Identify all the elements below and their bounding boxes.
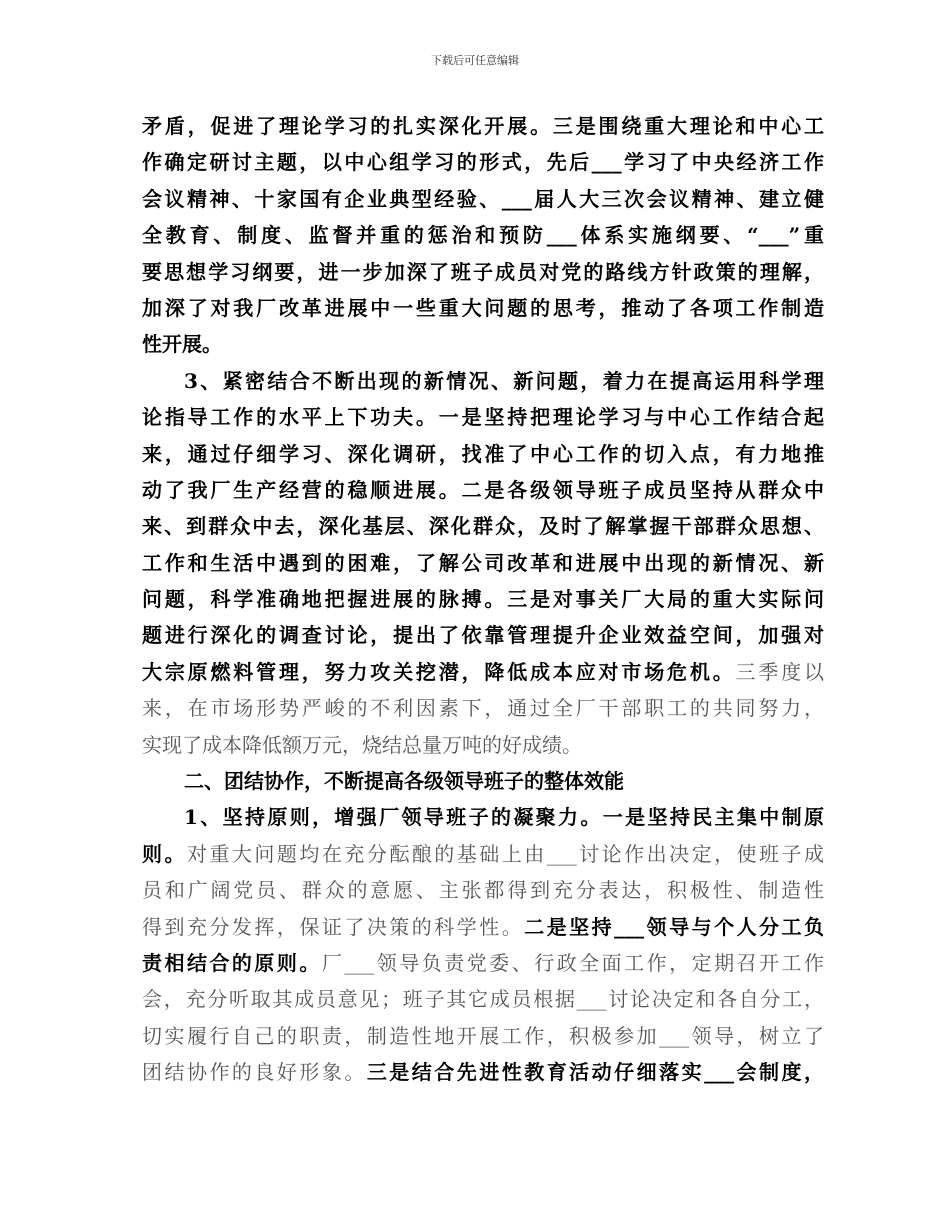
text-line [142, 326, 824, 362]
text-line [142, 545, 824, 581]
text-segment: 矛盾，促进了理论学习的扎实深化开展。三是围绕重大理论和中心工 [142, 114, 824, 138]
text-segment: 工作和生活中遇到的困难，了解公司改革和进展中出现的新情况、新 [142, 550, 824, 575]
text-segment: 要思想学习纲要，进一步加深了班子成员对党的路线方针政策的理解， [142, 259, 824, 284]
text-segment: 论指导工作的水平上下功夫。一是坚持把理论学习与中心工作结合起 [142, 405, 824, 430]
text-line [142, 836, 824, 872]
text-segment: 来，在市场形势严峻的不利因素下，通过全厂干部职工的共同努力， [142, 696, 824, 721]
text-segment: 作确定研讨主题，以中心组学习的形式，先后___学习了中央经济工作 [142, 150, 824, 175]
text-line [142, 690, 824, 726]
text-line [142, 363, 824, 399]
text-segment: 实现了成本降低额万元，烧结总量万吨的好成绩。 [142, 732, 582, 757]
text-line [142, 945, 824, 981]
text-segment: 三季度以 [735, 659, 824, 684]
text-segment: 全教育、制度、监督并重的惩治和预防___体系实施纲要、“___”重 [142, 223, 824, 248]
text-segment: 会，充分听取其成员意见；班子其它成员根据___讨论决定和各自分工， [142, 987, 824, 1012]
text-segment: 来，通过仔细学习、深化调研，找准了中心工作的切入点，有力地推 [142, 441, 824, 466]
text-line [142, 181, 824, 217]
text-line [142, 654, 824, 690]
text-line [142, 1018, 824, 1054]
text-line [142, 436, 824, 472]
text-segment: 性开展。 [142, 332, 222, 357]
text-segment: 团结协作的良好形象。 [142, 1060, 367, 1085]
text-line [142, 872, 824, 908]
text-segment: 题进行深化的调查讨论，提出了依靠管理提升企业效益空间，加强对 [142, 623, 824, 648]
text-segment: 员和广阔党员、群众的意愿、主张都得到充分表达，积极性、制造性 [142, 878, 824, 903]
text-segment: 动了我厂生产经营的稳顺进展。二是各级领导班子成员坚持从群众中 [142, 477, 824, 502]
text-segment: 1、坚持原则，增强厂领导班子的凝聚力。一是坚持民主集中制原 [184, 805, 824, 830]
text-line [142, 909, 824, 945]
text-line [142, 799, 824, 835]
text-segment: 加深了对我厂改革进展中一些重大问题的思考，推动了各项工作制造 [142, 295, 824, 320]
text-segment: 大宗原燃料管理，努力攻关挖潜，降低成本应对市场危机。 [142, 659, 736, 684]
text-line [142, 763, 824, 799]
text-segment: 问题，科学准确地把握进展的脉搏。三是对事关厂大局的重大实际问 [142, 587, 824, 612]
text-segment: 来、到群众中去，深化基层、深化群众，及时了解掌握干部群众思想、 [142, 514, 824, 539]
text-line [142, 472, 824, 508]
text-line [142, 617, 824, 653]
text-segment: 三是结合先进性教育活动仔细落实___会制度， [366, 1060, 824, 1085]
text-line [142, 727, 824, 763]
text-line [142, 290, 824, 326]
text-segment: 责相结合的原则。 [142, 950, 322, 975]
text-segment: 会议精神、十家国有企业典型经验、___届人大三次会议精神、建立健 [142, 186, 824, 211]
text-segment: 则。 [142, 841, 187, 866]
text-line [142, 399, 824, 435]
text-segment: 厂___领导负责党委、行政全面工作，定期召开工作 [321, 950, 824, 975]
text-line [142, 508, 824, 544]
text-segment: 3、紧密结合不断出现的新情况、新问题，着力在提高运用科学理 [184, 368, 824, 393]
text-segment: 对重大问题均在充分酝酿的基础上由___讨论作出决定，使班子成 [186, 841, 824, 866]
text-segment: 得到充分发挥，保证了决策的科学性。 [142, 914, 525, 939]
text-segment: 切实履行自己的职责，制造性地开展工作，积极参加___领导，树立了 [142, 1023, 824, 1048]
text-line [142, 144, 824, 180]
text-line [142, 581, 824, 617]
text-segment: 二、团结协作，不断提高各级领导班子的整体效能 [184, 769, 624, 794]
text-line [142, 254, 824, 290]
page-header: 下载后可任意编辑 [431, 54, 519, 67]
text-segment: 二是坚持___领导与个人分工负 [524, 914, 824, 939]
text-line [142, 1054, 824, 1090]
text-line [142, 108, 824, 144]
body-text [142, 108, 824, 1091]
text-line [142, 981, 824, 1017]
text-line [142, 217, 824, 253]
